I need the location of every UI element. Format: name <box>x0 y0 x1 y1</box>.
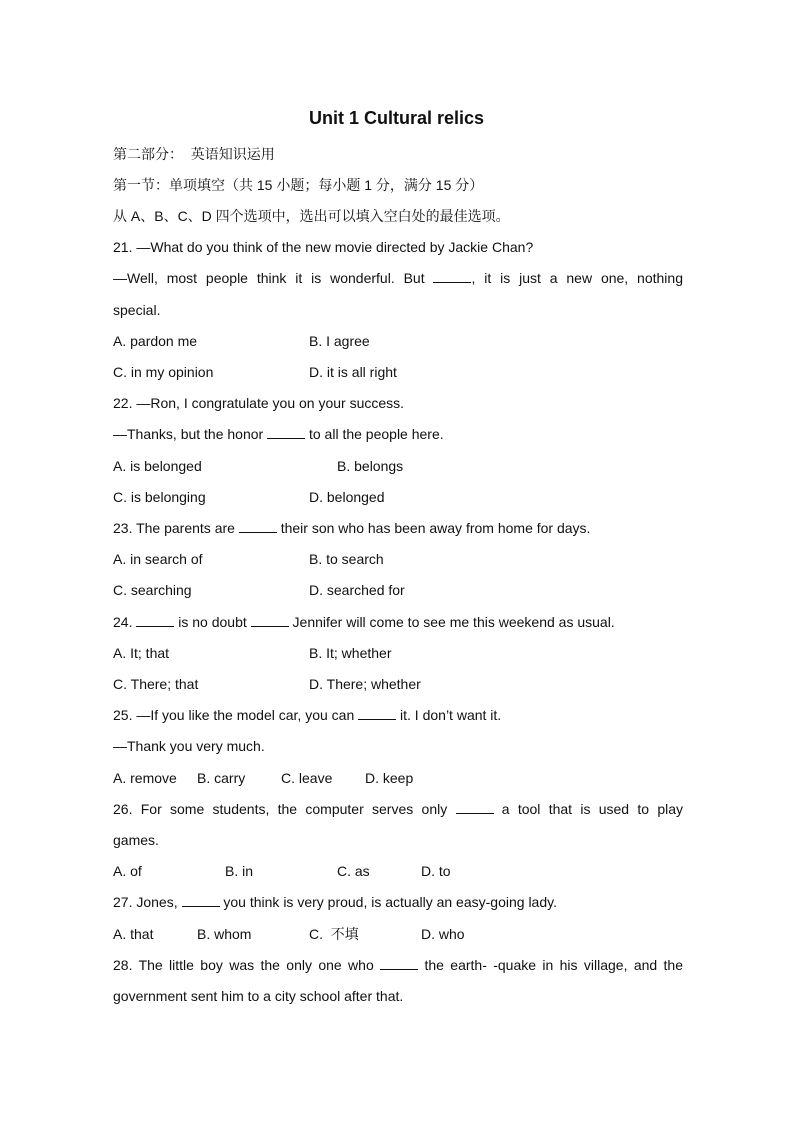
q24-stem: 24. is no doubt Jennifer will come to see me this weekend as usual. <box>113 614 615 630</box>
q27-stem: 27. Jones, you think is very proud, is actually an easy-going lady. <box>113 894 557 910</box>
q27-option-b: B. whom <box>197 926 252 942</box>
q21-option-a: A. pardon me <box>113 333 198 349</box>
part-heading: 第二部分： 英语知识运用 <box>113 146 275 162</box>
answer-blank <box>251 612 289 627</box>
q23-option-d: D. searched for <box>309 582 405 598</box>
q25-option-a: A. remove <box>113 770 177 786</box>
q26-option-d: D. to <box>421 863 451 879</box>
q25-option-c: C. leave <box>281 770 333 786</box>
q21-option-d: D. it is all right <box>309 364 397 380</box>
q23-option-c: C. searching <box>113 582 192 598</box>
q28-stem: 28. The little boy was the only one who the earth- -quake in his village, and the <box>113 957 683 973</box>
q23-option-b: B. to search <box>309 551 384 567</box>
q27-option-c: C. 不填 <box>309 926 359 942</box>
q22-line2: —Thanks, but the honor to all the people here. <box>113 426 444 442</box>
q21-line3: special. <box>113 302 161 318</box>
answer-blank <box>136 612 174 627</box>
answer-blank <box>433 268 471 283</box>
q21-option-b: B. I agree <box>309 333 370 349</box>
q21-stem: 21. —What do you think of the new movie directed by Jackie Chan? <box>113 239 534 255</box>
instruction: 从 A、B、C、D 四个选项中，选出可以填入空白处的最佳选项。 <box>113 208 510 224</box>
answer-blank <box>239 518 277 533</box>
q24-option-a: A. It; that <box>113 645 170 661</box>
q21-option-c: C. in my opinion <box>113 364 214 380</box>
page-title: Unit 1 Cultural relics <box>308 108 485 128</box>
q24-option-d: D. There; whether <box>309 676 421 692</box>
q25-stem: 25. —If you like the model car, you can it. I don’t want it. <box>113 707 502 723</box>
section-heading: 第一节：单项填空（共 15 小题；每小题 1 分，满分 15 分） <box>113 177 484 193</box>
q23-stem: 23. The parents are their son who has been away from home for days. <box>113 520 591 536</box>
answer-blank <box>380 955 418 970</box>
answer-blank <box>358 705 396 720</box>
answer-blank <box>267 424 305 439</box>
q22-option-d: D. belonged <box>309 489 385 505</box>
q26-option-c: C. as <box>337 863 370 879</box>
q25-line2: —Thank you very much. <box>113 738 265 754</box>
q26-option-a: A. of <box>113 863 142 879</box>
q27-option-d: D. who <box>421 926 465 942</box>
q28-line2: government sent him to a city school after that. <box>113 988 404 1004</box>
q24-option-c: C. There; that <box>113 676 199 692</box>
q23-option-a: A. in search of <box>113 551 203 567</box>
q22-option-a: A. is belonged <box>113 458 202 474</box>
q26-option-b: B. in <box>225 863 254 879</box>
q22-stem: 22. —Ron, I congratulate you on your success. <box>113 395 405 411</box>
q22-option-c: C. is belonging <box>113 489 206 505</box>
answer-blank <box>456 799 494 814</box>
answer-blank <box>182 892 220 907</box>
q27-option-a: A. that <box>113 926 154 942</box>
q26-stem: 26. For some students, the computer serves only a tool that is used to play <box>113 801 683 817</box>
q25-option-b: B. carry <box>197 770 246 786</box>
q21-line2: —Well, most people think it is wonderful. But , it is just a new one, nothing <box>113 270 683 286</box>
q26-line2: games. <box>113 832 159 848</box>
q22-option-b: B. belongs <box>337 458 404 474</box>
q24-option-b: B. It; whether <box>309 645 392 661</box>
q25-option-d: D. keep <box>365 770 414 786</box>
